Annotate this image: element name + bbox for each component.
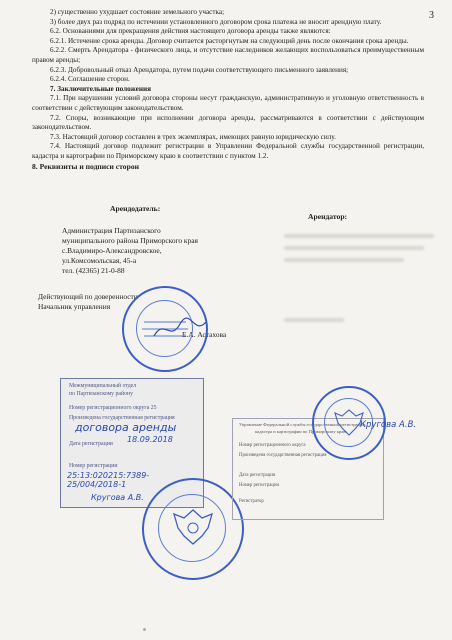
- paragraph: 7.1. При нарушении условий договора стороны несут гражданскую, административную и уголовную ответственность в соответствии с действующим законодательством.: [32, 94, 424, 112]
- reg-stamp-line: Произведена государственная регистрация: [239, 453, 327, 458]
- lessor-title: Арендодатель:: [110, 204, 161, 213]
- handwritten-signature-right: Кругова А.В.: [360, 420, 417, 430]
- redacted-line: [284, 234, 434, 238]
- page-number: 3: [429, 10, 434, 21]
- paragraph: 6.2. Основаниями для прекращения действия настоящего договора аренды также являются:: [50, 27, 331, 36]
- reg-stamp-line: Регистратор: [239, 499, 264, 504]
- paragraph: 6.2.3. Добровольный отказ Арендатора, путем подачи соответствующего письменного заявления;: [50, 65, 349, 74]
- stamp-line: Номер регистрационного округа 25: [69, 405, 157, 411]
- stamp-line: Произведена государственная регистрация: [69, 415, 175, 421]
- signature-scribble-icon: [150, 314, 210, 344]
- paragraph: 3) более двух раз подряд по истечении установленного договором срока платежа не вносит арендную плату.: [50, 17, 382, 26]
- section-8-heading: 8. Реквизиты и подписи сторон: [32, 161, 139, 171]
- stamp-line: Межмуниципальный отдел: [69, 383, 137, 389]
- paragraph: 6.2.1. Истечение срока аренды. Договор считается расторгнутым на следующий день после окончания срока аренды.: [50, 36, 409, 45]
- redacted-line: [284, 246, 424, 250]
- rosreestr-seal-icon: [142, 478, 244, 580]
- contract-text: [32, 8, 424, 171]
- redacted-line: [284, 318, 344, 322]
- lessee-title: Арендатор:: [308, 212, 348, 221]
- handwritten-reg-number: 25:13:020215:7389-25/004/2018-1: [67, 471, 150, 489]
- handwritten-signature: Кругова А.В.: [91, 493, 144, 502]
- signer-name: Е.А. Астахова: [182, 330, 227, 339]
- reg-stamp-line: кадастра и картографии по Приморскому краю: [255, 429, 347, 434]
- sign-line: Действующий по доверенности: [38, 292, 138, 301]
- lessor-line: тел. (42365) 21-0-88: [62, 266, 125, 275]
- paragraph: 6.2.4. Соглашение сторон.: [50, 75, 130, 84]
- lessee-details-redacted: [284, 226, 444, 326]
- lessor-line: Администрация Партизанского: [62, 226, 161, 235]
- lessor-line: с.Владимиро-Александровское,: [62, 246, 162, 255]
- stamp-line: Номер регистрации: [69, 463, 118, 469]
- stamp-line: по Партизанскому району: [69, 391, 134, 397]
- reg-stamp-line: Дата регистрации: [239, 473, 276, 478]
- lessor-line: муниципального района Приморского края: [62, 236, 198, 245]
- paragraph: 7.3. Настоящий договор составлен в трех экземплярах, имеющих равную юридическую силу.: [50, 132, 336, 141]
- paragraph: 7.4. Настоящий договор подлежит регистрации в Управлении Федеральной службы государственной регистрации, кадастра и картографии по Приморскому краю в соответствии с пунктом 1.2.: [32, 142, 424, 160]
- lessor-line: ул.Комсомольская, 45-а: [62, 256, 137, 265]
- eagle-emblem-icon: [144, 480, 242, 578]
- paragraph: 2) существенно ухудшает состояние земельного участка;: [50, 8, 225, 16]
- paragraph: 6.2.2. Смерть Арендатора - физического лица, и отсутствие наследников желающих воспользоваться преимущественным правом аренды;: [32, 46, 424, 64]
- signature-block: [38, 292, 138, 312]
- section-heading: 7. Заключительные положения: [50, 84, 152, 93]
- reg-stamp-line: Номер регистрации: [239, 483, 280, 488]
- paragraph: 7.2. Споры, возникающие при исполнении договора аренды, рассматриваются в соответствии с действующим законодательством.: [32, 113, 424, 132]
- stamp-line: Дата регистрации: [69, 441, 113, 447]
- redacted-line: [284, 258, 404, 262]
- handwritten-doc-type: договора аренды: [75, 421, 177, 434]
- page-mark: [143, 628, 146, 631]
- handwritten-date: 18.09.2018: [127, 435, 173, 444]
- reg-stamp-line: Номер регистрационного округа: [239, 443, 306, 448]
- lessor-details: [62, 226, 262, 276]
- sign-line: Начальник управления: [38, 302, 111, 311]
- reg-stamp-line: Управление Федеральной службы государственной регистрации,: [239, 422, 367, 427]
